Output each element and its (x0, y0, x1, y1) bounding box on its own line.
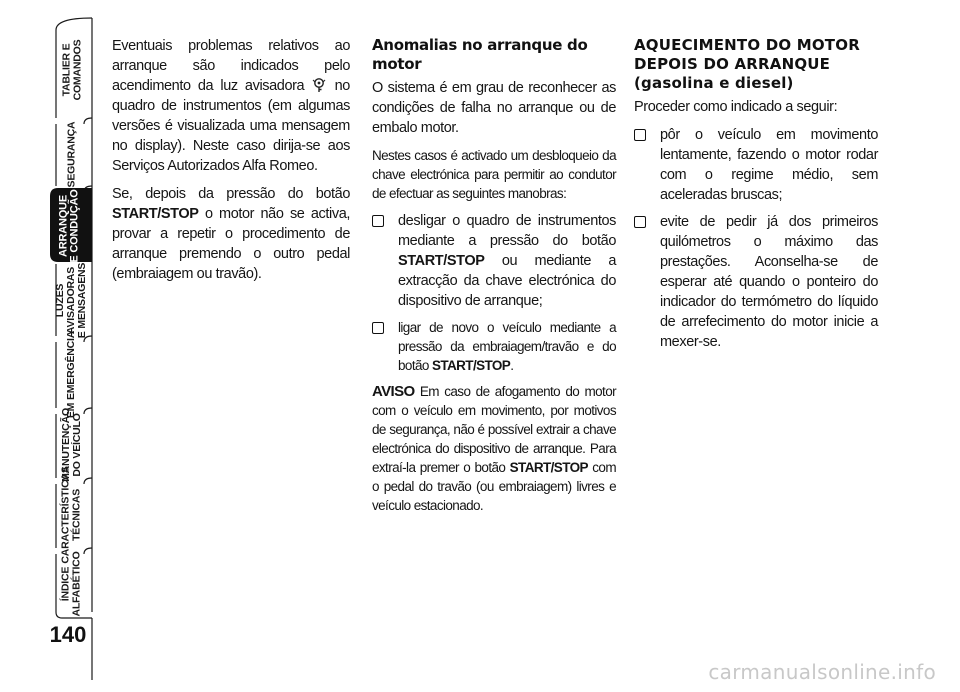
start-stop-label: START/STOP (509, 460, 588, 475)
list-item (634, 212, 878, 352)
tab-label-line: EM EMERGÊNCIA (65, 330, 78, 418)
list-item-text: pôr o veículo em movimento lentamente, fazendo o motor rodar com o regime médio, sem aceleradas bruscas; (660, 127, 878, 203)
list-maneuvers (372, 211, 616, 375)
paragraph-unlock: Nestes casos é activado um desbloqueio da chave electrónica para permitir ao condutor de efectuar as seguintes manobras: (372, 148, 616, 201)
section-heading-anomalias: Anomalias no arranque do motor (372, 36, 588, 73)
start-stop-label: START/STOP (398, 253, 485, 269)
tab-label-line: SEGURANÇA (65, 121, 78, 187)
tab-label-line: LUZES (54, 283, 67, 317)
tab-luzes-avisadoras[interactable] (52, 264, 92, 336)
list-item-text: desligar o quadro de instrumentos mediante a pressão do botão (398, 213, 616, 249)
column-1 (112, 36, 350, 292)
tab-label-line: ÍNDICE (60, 566, 72, 602)
tab-label-line: E CONDUÇÃO (69, 189, 82, 263)
paragraph-warning-light (112, 36, 350, 176)
checkbox-bullet-icon (634, 129, 646, 141)
section-sidebar (0, 0, 100, 692)
tab-tablier-comandos[interactable] (52, 22, 92, 118)
paragraph-warning (372, 382, 616, 515)
checkbox-bullet-icon (372, 215, 384, 227)
column-3 (634, 36, 878, 359)
tab-label-line: E MENSAGENS (76, 262, 89, 338)
tab-label-line: TABLIER E (60, 43, 73, 97)
tab-label-line: MANUTENÇÃO (60, 408, 73, 482)
list-item-text: ou mediante a extracção da chave electrónica do dispositivo de arranque; (398, 253, 616, 309)
column-2 (372, 36, 616, 523)
list-item (372, 211, 616, 311)
tab-label-line: COMANDOS (71, 39, 84, 101)
paragraph-text: o motor não se activa, provar a repetir o procedimento de arranque premendo o outro pedal (embraiagem ou travão). (112, 206, 350, 282)
paragraph-intro: O sistema é em grau de reconhecer as condições de falha no arranque ou de embalo motor. (372, 80, 616, 136)
list-item-text: ligar de novo o veículo mediante a pressão da embraiagem/travão e do botão (398, 320, 616, 373)
paragraph-text: Se, depois da pressão do botão (112, 186, 350, 202)
list-item (634, 125, 878, 205)
list-item-text: evite de pedir já dos primeiros quilómetros o máximo das prestações. Aconselha-se de esperar até quando o ponteiro do indicador do termómetro do líquido de arrefecimento do motor inicie a mexer-se. (660, 214, 878, 350)
start-stop-label: START/STOP (431, 358, 511, 373)
checkbox-bullet-icon (372, 322, 384, 334)
list-item-text: . (510, 358, 514, 373)
start-stop-label: START/STOP (112, 206, 199, 222)
tab-label-line: TÉCNICAS (71, 488, 83, 542)
tab-arranque-conducao[interactable] (50, 190, 90, 262)
checkbox-bullet-icon (634, 216, 646, 228)
key-warning-icon (311, 77, 327, 93)
warning-label: AVISO (372, 383, 415, 400)
tab-label-line: DO VEÍCULO (71, 413, 84, 477)
list-item (372, 318, 616, 375)
watermark: carmanualsonline.info (708, 660, 936, 684)
tab-label-line: ARRANQUE (58, 195, 71, 257)
tab-label-line: CARACTERÍSTICAS (60, 466, 72, 564)
tab-label-line: ALFABÉTICO (71, 551, 83, 617)
tab-indice[interactable] (52, 552, 92, 616)
paragraph-text: Em caso de afogamento do motor com o veículo em movimento, por motivos de segurança, não é possível extrair a chave electrónica do dispositivo de arranque. Para extraí-la premer o botão (372, 384, 616, 475)
tab-seguranca[interactable] (52, 122, 92, 186)
tab-label-line: AVISADORAS (65, 266, 78, 334)
tab-em-emergencia[interactable] (52, 330, 92, 418)
page-number: 140 (49, 622, 87, 647)
list-warmup-steps (634, 125, 878, 352)
tab-caracteristicas[interactable] (52, 466, 92, 564)
paragraph-text: Eventuais problemas relativos ao arranque são indicados pelo acendimento da luz avisadora (112, 38, 350, 94)
paragraph-text: com o pedal do travão (ou embraiagem) livres e veículo estacionado. (372, 460, 616, 513)
paragraph-start-stop (112, 184, 350, 284)
paragraph-text: no quadro de instrumentos (em algumas versões é visualizada uma mensagem no display). Neste caso dirija-se aos Serviços Autorizados Alfa Romeo. (112, 78, 350, 174)
paragraph-intro: Proceder como indicado a seguir: (634, 99, 838, 115)
section-heading-aquecimento: AQUECIMENTO DO MOTOR DEPOIS DO ARRANQUE (gasolina e diesel) (634, 36, 860, 92)
